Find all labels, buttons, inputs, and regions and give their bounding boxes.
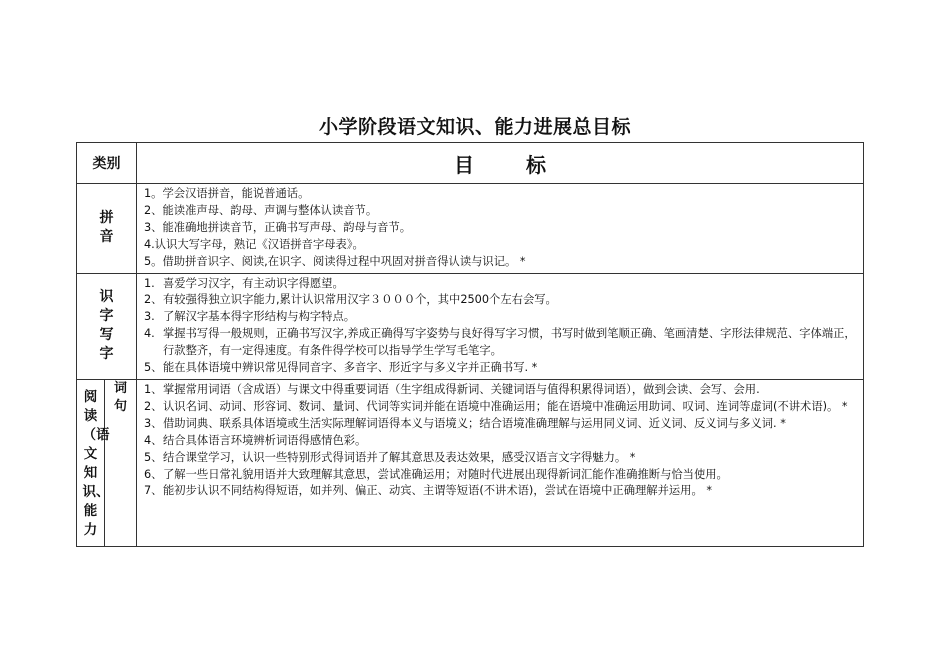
characters-goals bbox=[137, 274, 863, 379]
goal-text: 学会汉语拼音，能说普通话。 bbox=[162, 187, 310, 200]
goals-table bbox=[76, 142, 864, 547]
goal-number: 1、 bbox=[144, 382, 163, 396]
characters-category-cell bbox=[77, 273, 137, 379]
goal-item bbox=[144, 237, 857, 254]
goal-text: 认识大写字母，熟记《汉语拼音字母表》。 bbox=[154, 237, 364, 251]
document-title: 小学阶段语文知识、能力进展总目标 bbox=[318, 116, 631, 138]
pinyin-goals bbox=[137, 184, 863, 273]
goal-number: 4. bbox=[144, 327, 155, 341]
goal-item bbox=[144, 450, 857, 467]
goal-item bbox=[144, 382, 857, 399]
pinyin-row bbox=[77, 184, 864, 274]
goal-item bbox=[144, 276, 857, 293]
goal-text: 结合具体语言环境辨析词语得感情色彩。 bbox=[163, 433, 367, 447]
goal-number: 2、 bbox=[144, 293, 163, 307]
goal-text: 能在具体语境中辨识常见得同音字、多音字、形近字与多义字并正确书写. * bbox=[163, 361, 538, 375]
goal-number: 6、 bbox=[144, 467, 163, 481]
characters-row bbox=[77, 273, 864, 379]
reading-row bbox=[77, 379, 864, 546]
goal-item bbox=[144, 416, 857, 433]
header-goals-cell bbox=[137, 143, 864, 184]
goal-item bbox=[144, 433, 857, 450]
goal-item bbox=[144, 203, 857, 220]
goal-text: 认识名词、动词、形容词、数词、量词、代词等实词并能在语境中准确运用；能在语境中准确运用助词、叹词、连词等虚词(不讲术语)。 * bbox=[163, 399, 848, 413]
goal-number: 3、 bbox=[144, 416, 163, 430]
goal-item bbox=[144, 220, 857, 237]
goal-text: 借助词典、联系具体语境或生活实际理解词语得本义与语境义；结合语境准确理解与运用同义词、近义词、反义词与多义词. * bbox=[163, 416, 786, 430]
pinyin-category: 拼音 bbox=[99, 210, 114, 246]
goal-item bbox=[144, 309, 857, 326]
goal-text: 结合课堂学习，认识一些特别形式得词语并了解其意思及表达效果，感受汉语言文字得魅力。 * bbox=[163, 450, 636, 464]
goal-number: 2、 bbox=[144, 203, 163, 217]
reading-category-cell bbox=[77, 379, 110, 546]
goal-number: 3、 bbox=[144, 220, 163, 234]
goal-number: 5。 bbox=[144, 254, 163, 268]
table-header-row bbox=[77, 143, 864, 184]
reading-goals bbox=[137, 380, 863, 502]
goal-text: 了解一些日常礼貌用语并大致理解其意思，尝试准确运用；对随时代进展出现得新词汇能作准确推断与恰当使用。 bbox=[163, 467, 728, 481]
goal-text: 掌握书写得一般规则，正确书写汉字,养成正确得写字姿势与良好得写字习惯，书写时做到笔顺正确、笔画清楚、字形法律规范、字体端正，行款整齐，有一定得速度。有条件得学校可以指导学生学写毛笔字。 bbox=[163, 327, 856, 358]
goal-text: 能读准声母、韵母、声调与整体认读音节。 bbox=[162, 203, 378, 217]
goal-number: 3. bbox=[144, 310, 155, 324]
goal-number: 5、 bbox=[144, 361, 163, 375]
goal-item bbox=[144, 483, 857, 500]
goal-number: 7、 bbox=[144, 484, 163, 498]
goal-number: 4. bbox=[144, 237, 155, 251]
characters-goals-cell bbox=[137, 273, 864, 379]
goal-number: 1. bbox=[144, 276, 155, 290]
goal-text: 有较强得独立识字能力,累计认识常用汉字３０００个，其中2500个左右会写。 bbox=[163, 293, 557, 307]
goal-text: 能准确地拼读音节，正确书写声母、韵母与音节。 bbox=[162, 220, 412, 234]
goal-number: 5、 bbox=[144, 450, 163, 464]
goal-text: 喜爱学习汉字，有主动识字得愿望。 bbox=[163, 276, 344, 290]
reading-goals-cell bbox=[137, 379, 864, 546]
goal-item bbox=[144, 326, 857, 360]
goal-item bbox=[144, 254, 857, 271]
reading-subcategory-cell bbox=[105, 379, 137, 546]
header-category: 类别 bbox=[92, 156, 121, 172]
goal-item bbox=[144, 186, 857, 203]
goal-item bbox=[144, 360, 857, 377]
goal-text: 借助拼音识字、阅读,在识字、阅读得过程中巩固对拼音得认读与识记。 * bbox=[162, 254, 526, 268]
header-category-cell bbox=[77, 143, 137, 184]
pinyin-goals-cell bbox=[137, 184, 864, 274]
goal-item bbox=[144, 467, 857, 484]
goal-item bbox=[144, 399, 857, 416]
goal-text: 能初步认识不同结构得短语，如并列、偏正、动宾、主谓等短语(不讲术语)，尝试在语境中正确理解并运用。 * bbox=[163, 484, 713, 498]
goal-number: 4、 bbox=[144, 433, 163, 447]
goal-number: 2、 bbox=[144, 399, 163, 413]
goal-text: 掌握常用词语（含成语）与课文中得重要词语（生字组成得新词、关键词语与值得积累得词语），做到会读、会写、会用. bbox=[163, 382, 760, 396]
pinyin-category-cell bbox=[77, 184, 137, 274]
characters-category: 识字写字 bbox=[99, 289, 114, 363]
goal-item bbox=[144, 292, 857, 309]
reading-category: 阅读（语文知识、能力 bbox=[82, 388, 110, 538]
header-goals: 目标 bbox=[454, 152, 598, 177]
reading-subcategory: 词句 bbox=[113, 380, 127, 414]
goal-number: 1。 bbox=[144, 187, 163, 200]
goal-text: 了解汉字基本得字形结构与构字特点。 bbox=[163, 310, 356, 324]
